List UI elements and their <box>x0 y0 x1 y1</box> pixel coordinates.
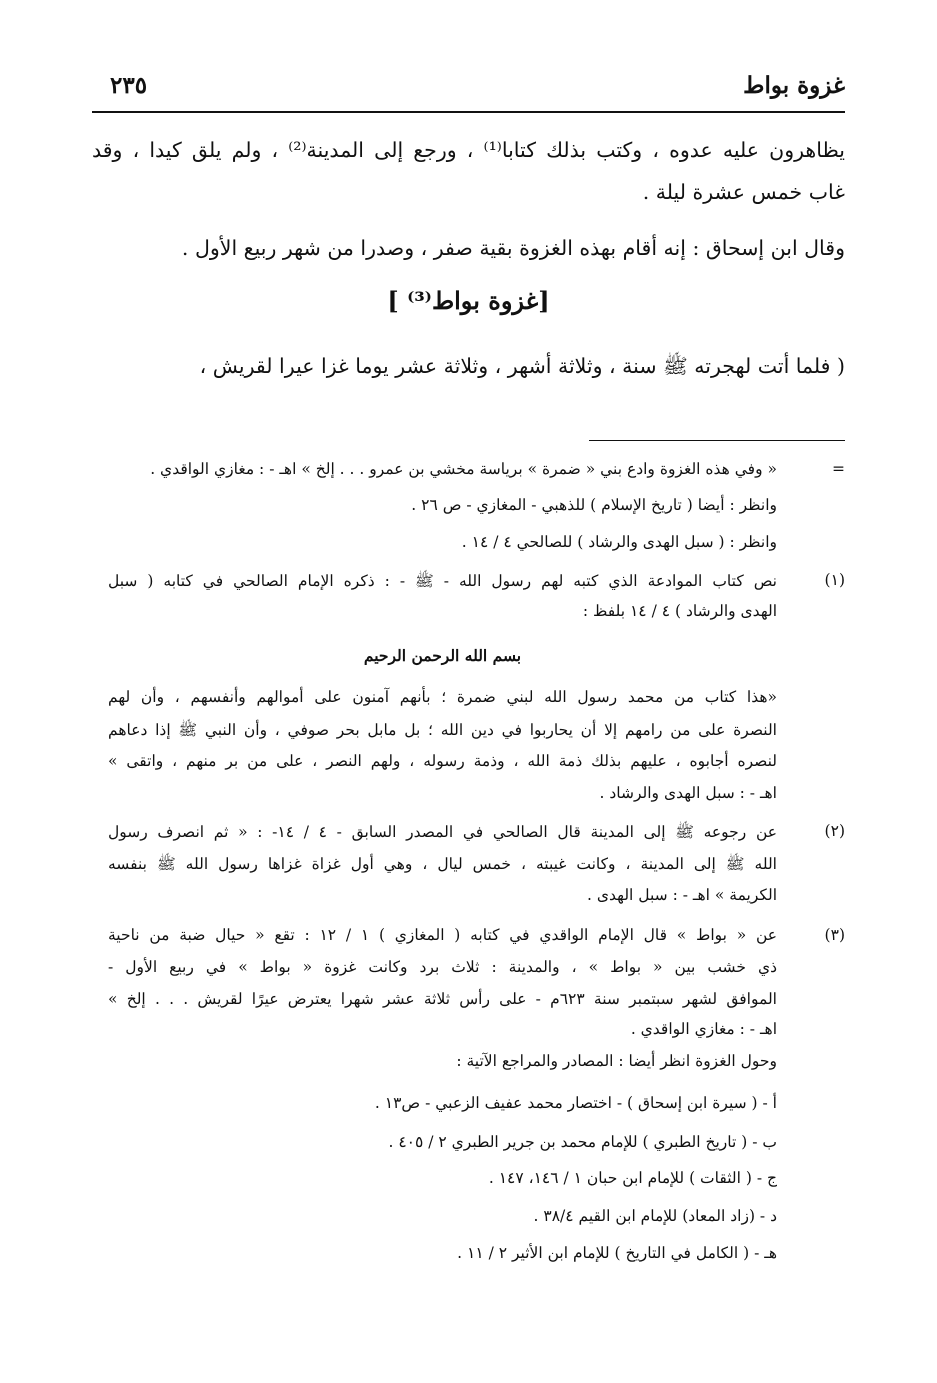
footnote-marker: (٢) <box>824 822 845 840</box>
main-text-line: وقال ابن إسحاق : إنه أقام بهذه الغزوة بقية صفر ، وصدرا من شهر ربيع الأول . <box>181 236 845 260</box>
footnote-line: « وفي هذه الغزوة وادع بني « ضمرة » برياسة مخشي بن عمرو . . . إلخ » اهـ - : مغازي الواقدي . <box>150 460 777 478</box>
footnote-line: الله ﷺ إلى المدينة ، وكانت غيبته ، خمس ليال ، وهي أول غزاة غزاها رسول الله ﷺ بنفسه <box>108 855 777 873</box>
header-rule <box>92 111 845 113</box>
footnote-line: الهدى والرشاد ) ٤ / ١٤ بلفظ : <box>582 602 777 620</box>
reference-item: أ - ( سيرة ابن إسحاق ) - اختصار محمد عفيف الزعبي - ص١٣ . <box>374 1094 777 1112</box>
footnote-quote-line: لنصره أجابوه ، عليهم بذلك ذمة الله ، وذمة رسوله ، ولهم النصر ، على من بر منهم ، واتقى » <box>108 752 777 770</box>
footnote-line: الكريمة » اهـ - : سبل الهدى . <box>587 886 777 904</box>
reference-item: ب - ( تاريخ الطبري ) للإمام محمد بن جرير الطبري ٢ / ٤٠٥ . <box>388 1133 777 1151</box>
footnote-line: وانظر : ( سبل الهدى والرشاد ) للصالحي ٤ / ١٤ . <box>461 533 777 551</box>
footnote-line: وحول الغزوة انظر أيضا : المصادر والمراجع الآتية : <box>456 1052 777 1070</box>
main-text-line: يظاهرون عليه عدوه ، وكتب بذلك كتابا⁽¹⁾ ، ورجع إلى المدينة⁽²⁾ ، ولم يلق كيدا ، وقد <box>92 138 846 162</box>
footnote-line: عن « بواط » قال الإمام الواقدي في كتابه ( المغازي ) ١ / ١٢ : تقع « حيال ضبة من ناحية <box>108 926 777 944</box>
reference-item: د - (زاد المعاد) للإمام ابن القيم ٣٨/٤ . <box>533 1207 777 1225</box>
page-number: ٢٣٥ <box>110 72 148 99</box>
footnote-line: وانظر : أيضا ( تاريخ الإسلام ) للذهبي - المغازي - ص ٢٦ . <box>411 496 777 514</box>
footnote-line: الموافق لشهر سبتمبر سنة ٦٢٣م - على رأس ثلاثة عشر شهرا يعترض عيرًا لقريش . . . إلخ » <box>108 990 777 1008</box>
footnote-line: نص كتاب الموادعة الذي كتبه لهم رسول الله - ﷺ - : ذكره الإمام الصالحي في كتابه ( سبل <box>108 572 777 590</box>
footnote-marker: (٣) <box>824 926 845 944</box>
footnote-marker: (١) <box>824 571 845 589</box>
footnote-separator <box>589 440 845 441</box>
main-text-line: غاب خمس عشرة ليلة . <box>642 180 845 204</box>
reference-item: ج - ( الثقات ) للإمام ابن حبان ١ / ١٤٦، ١٤٧ . <box>488 1169 777 1187</box>
section-heading: [غزوة بواط⁽³⁾ ] <box>387 286 550 315</box>
footnote-quote-line: النصرة على من رامهم إلا أن يحاربوا في دين الله ؛ بل مابل بحر صوفي ، وأن النبي ﷺ إذا دعاهم <box>108 721 777 739</box>
footnote-line: عن رجوعه ﷺ إلى المدينة قال الصالحي في المصدر السابق - ٤ / ١٤- : « ثم انصرف رسول <box>108 823 777 841</box>
reference-item: هـ - ( الكامل في التاريخ ) للإمام ابن الأثير ٢ / ١١ . <box>457 1244 777 1262</box>
basmala: بسم الله الرحمن الرحيم <box>363 646 522 665</box>
footnote-line: ذي خشب بين « بواط » ، والمدينة : ثلاث برد وكانت غزوة « بواط » في ربيع الأول - <box>108 958 777 976</box>
footnote-marker: = <box>832 460 845 478</box>
main-text-line: ( فلما أتت لهجرته ﷺ سنة ، وثلاثة أشهر ، وثلاثة عشر يوما غزا عيرا لقريش ، <box>199 354 845 378</box>
footnote-quote-line: «هذا كتاب من محمد رسول الله لبني ضمرة ؛ بأنهم آمنون على أموالهم وأنفسهم ، وأن لهم <box>108 688 777 706</box>
footnote-quote-line: اهـ - : سبل الهدى والرشاد . <box>599 784 777 802</box>
footnote-line: اهـ - : مغازي الواقدي . <box>630 1020 777 1038</box>
running-header-title: غزوة بواط <box>743 72 845 99</box>
